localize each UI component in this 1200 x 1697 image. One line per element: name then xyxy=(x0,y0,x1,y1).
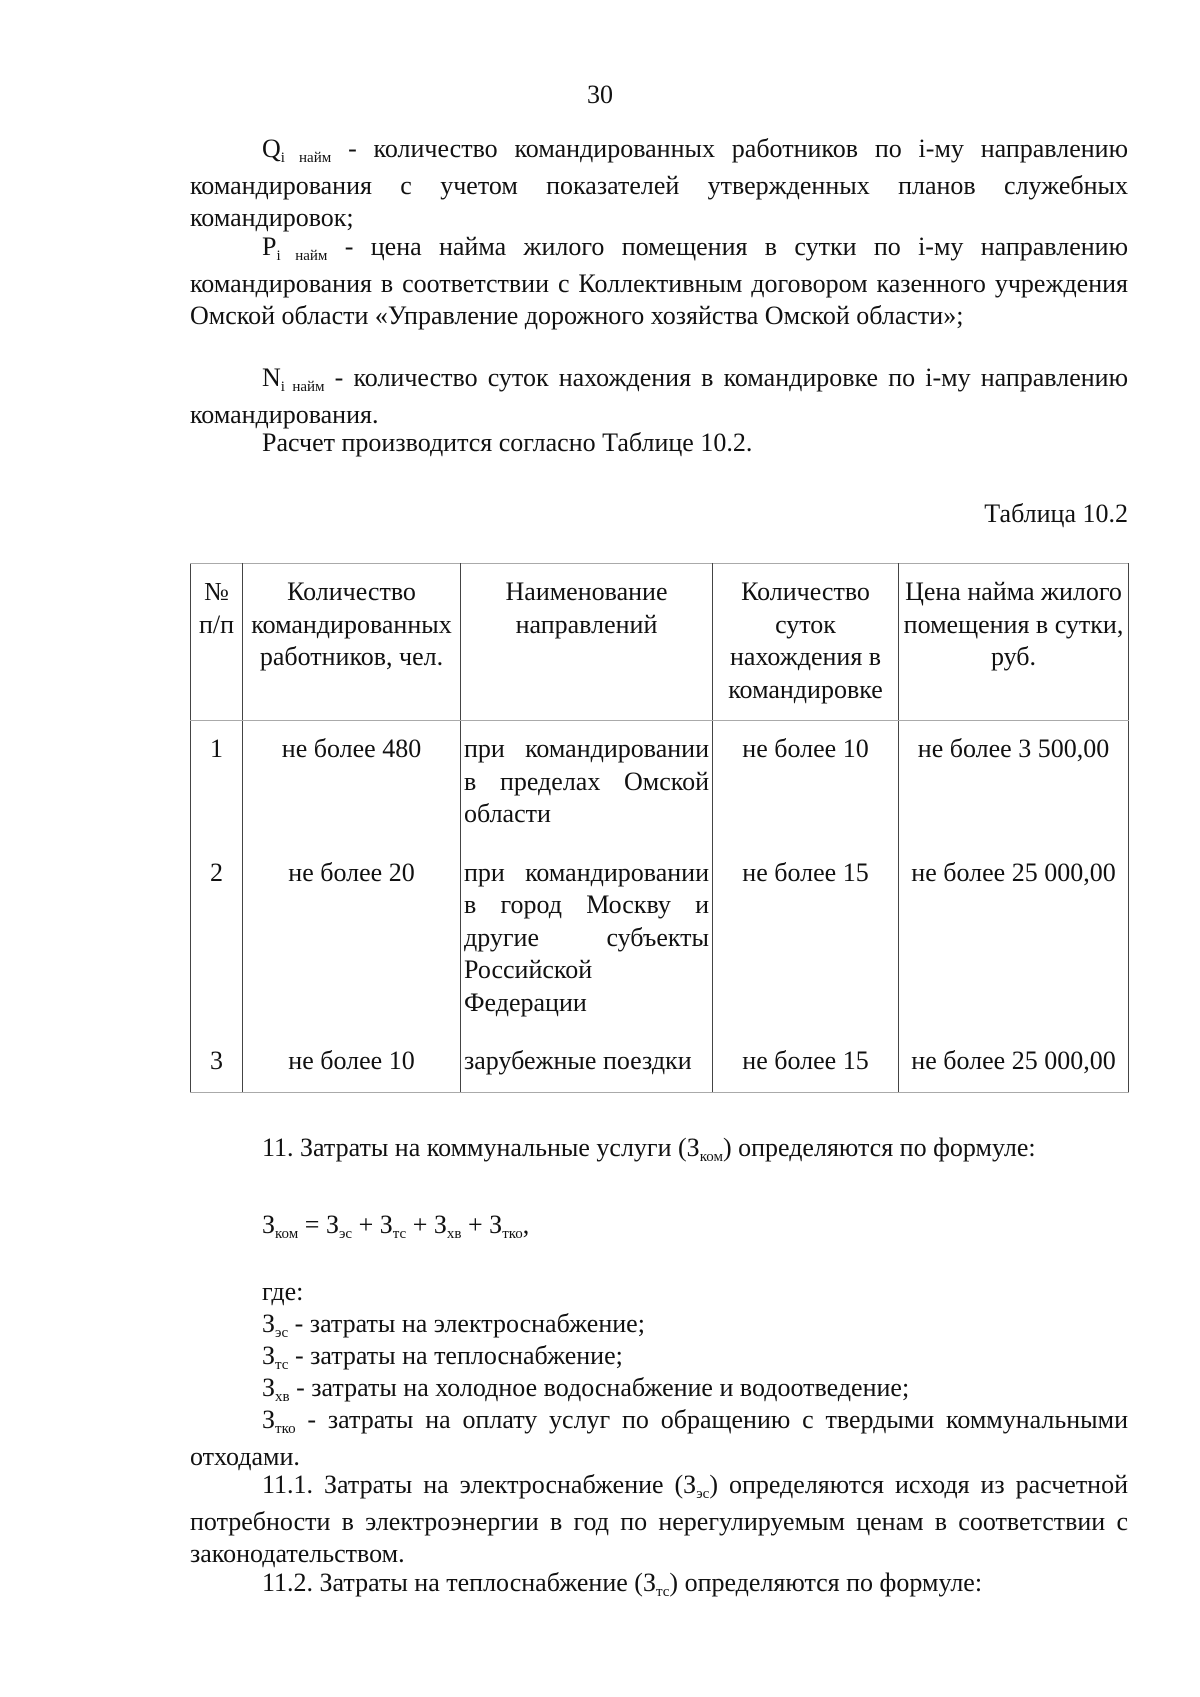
table-row xyxy=(191,845,1129,1034)
text: 11.2. Затраты на теплоснабжение (З xyxy=(262,1568,656,1597)
table-cell: не более 25 000,00 xyxy=(899,845,1129,1034)
table-cell: при командировании в пределах Омской области xyxy=(461,721,713,845)
item-text: - затраты на оплату услуг по обращению с твердыми коммунальными отходами. xyxy=(190,1405,1128,1471)
symbol: З xyxy=(379,1210,393,1239)
subscript: i найм xyxy=(280,379,325,395)
operator: + xyxy=(461,1210,490,1239)
symbol: З xyxy=(489,1210,503,1239)
subscript: тко xyxy=(502,1226,523,1242)
table-cell: 1 xyxy=(191,721,243,845)
subscript: ком xyxy=(699,1149,723,1165)
where-label: где: xyxy=(262,1277,304,1306)
table-row xyxy=(191,721,1129,845)
symbol: З xyxy=(262,1405,276,1434)
text: 11.1. Затраты на электроснабжение (З xyxy=(262,1470,697,1499)
operator: + xyxy=(352,1210,380,1239)
calc-note: Расчет производится согласно Таблице 10.2. xyxy=(262,428,753,457)
page-number: 30 xyxy=(587,80,613,109)
symbol: З xyxy=(262,1373,276,1402)
header-cell: Наименование направлений xyxy=(461,564,713,721)
table-cell: не более 10 xyxy=(713,721,899,845)
symbol: P xyxy=(262,232,277,261)
table-cell: 3 xyxy=(191,1033,243,1092)
definition-text: - цена найма жилого помещения в сутки по i-му направлению командирования в соответствии с Коллективным договором казенного учреждения Омской области «Управление дорожного хозяйства Омской области»; xyxy=(190,232,1128,330)
symbol: З xyxy=(325,1210,339,1239)
definition-text: - количество командированных работников по i-му направлению командирования с учетом показателей утвержденных планов служебных командировок; xyxy=(190,134,1128,232)
subscript: i найм xyxy=(280,150,332,166)
table-cell: не более 10 xyxy=(243,1033,461,1092)
subscript: ком xyxy=(275,1226,299,1242)
table-cell: 2 xyxy=(191,845,243,1034)
subscript: i найм xyxy=(276,248,328,264)
subscript: тс xyxy=(392,1226,407,1242)
header-cell: Количество суток нахождения в командировке xyxy=(713,564,899,721)
subscript: тс xyxy=(275,1357,289,1373)
subscript: тко xyxy=(275,1421,296,1437)
table-cell: не более 480 xyxy=(243,721,461,845)
table-cell: не более 15 xyxy=(713,1033,899,1092)
header-cell: Количество командированных работников, чел. xyxy=(243,564,461,721)
formula-z-kom xyxy=(262,1210,529,1240)
text: ) определяются по формуле: xyxy=(669,1568,983,1597)
table-cell: при командировании в город Москву и другие субъекты Российской Федерации xyxy=(461,845,713,1034)
item-text: - затраты на холодное водоснабжение и водоотведение; xyxy=(289,1373,910,1402)
text: ) определяются исходя из расчетной потребности в электроэнергии в год по нерегулируемым ценам в соответствии с законодательством. xyxy=(190,1470,1129,1568)
definition-n xyxy=(190,362,1128,431)
table-cell: не более 20 xyxy=(243,845,461,1034)
definition-p xyxy=(190,231,1128,333)
symbol: N xyxy=(262,363,281,392)
subscript: хв xyxy=(446,1226,462,1242)
item-text: - затраты на электроснабжение; xyxy=(288,1309,645,1338)
header-cell: № п/п xyxy=(191,564,243,721)
paragraph-11-2 xyxy=(190,1567,1128,1604)
paragraph-11-1 xyxy=(190,1469,1128,1571)
item-text: - затраты на теплоснабжение; xyxy=(288,1341,623,1370)
item-z-tko xyxy=(190,1404,1128,1473)
symbol: З xyxy=(262,1309,276,1338)
operator: + xyxy=(406,1210,434,1239)
table-cell: не более 3 500,00 xyxy=(899,721,1129,845)
subscript: эс xyxy=(338,1226,353,1242)
symbol: З xyxy=(262,1210,276,1239)
table-10-2 xyxy=(190,563,1129,1093)
symbol: З xyxy=(433,1210,447,1239)
table-cell: зарубежные поездки xyxy=(461,1033,713,1092)
table-cell: не более 15 xyxy=(713,845,899,1034)
subscript: хв xyxy=(275,1389,290,1405)
text: ) определяются по формуле: xyxy=(722,1133,1036,1162)
definition-q xyxy=(190,133,1128,235)
table-caption: Таблица 10.2 xyxy=(984,499,1128,528)
punctuation: , xyxy=(522,1210,530,1239)
text: 11. Затраты на коммунальные услуги (З xyxy=(262,1133,700,1162)
symbol: Q xyxy=(262,134,281,163)
subscript: тс xyxy=(656,1584,670,1600)
symbol: З xyxy=(262,1341,276,1370)
section-11-intro xyxy=(190,1132,1128,1169)
table-row xyxy=(191,1033,1129,1092)
table-cell: не более 25 000,00 xyxy=(899,1033,1129,1092)
header-cell: Цена найма жилого помещения в сутки, руб. xyxy=(899,564,1129,721)
definition-text: - количество суток нахождения в командировке по i-му направлению командирования. xyxy=(190,363,1129,429)
subscript: эс xyxy=(696,1486,710,1502)
operator: = xyxy=(298,1210,326,1239)
table-header-row xyxy=(191,564,1129,721)
subscript: эс xyxy=(275,1325,289,1341)
